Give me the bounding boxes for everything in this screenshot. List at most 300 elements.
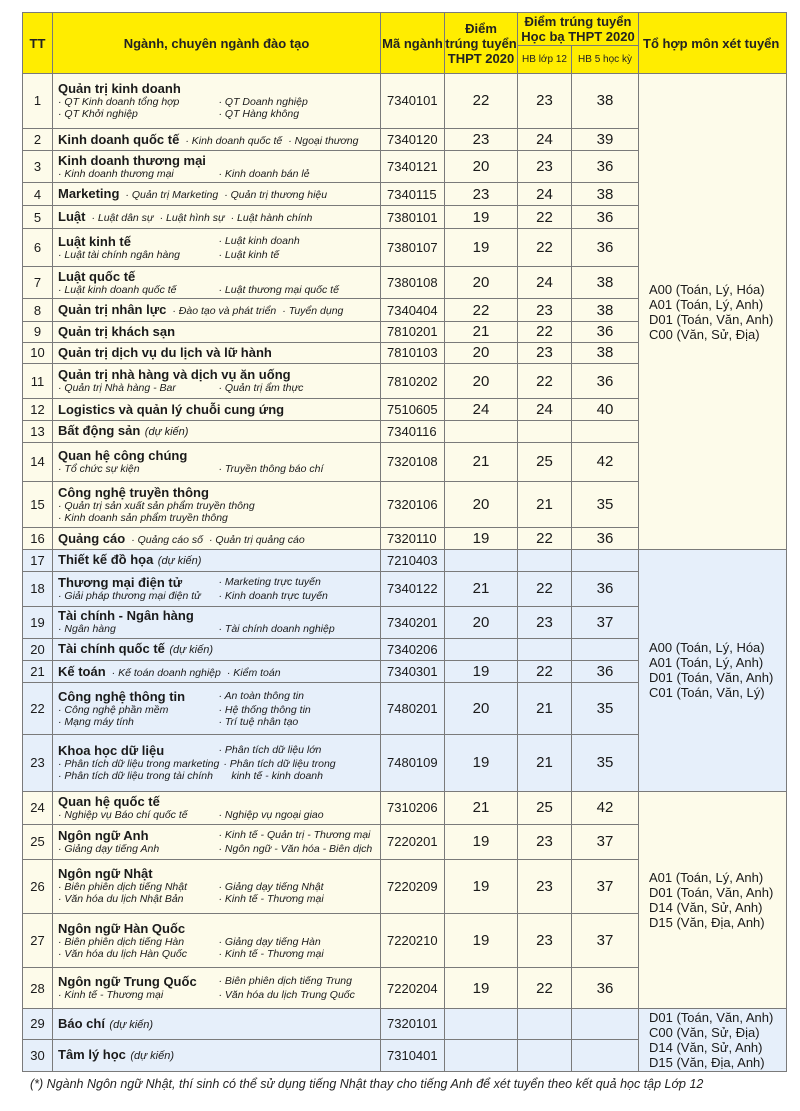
score-hb12: 23 (518, 151, 572, 183)
specialization-item: · Đào tạo và phát triển (172, 305, 276, 317)
major-note: (dự kiến) (109, 1018, 154, 1031)
major-name-line (58, 325, 375, 339)
major-name-line (58, 829, 215, 843)
specialization-item: · Kinh doanh sản phẩm truyền thông (58, 512, 375, 524)
major-name-line (58, 867, 375, 881)
major-name-line (58, 576, 215, 590)
major-name-line (58, 187, 375, 201)
specialization-item: · Tài chính doanh nghiệp (219, 623, 376, 635)
score-hb12: 23 (518, 342, 572, 364)
score-hb5: 36 (572, 206, 639, 229)
score-hb12: 23 (518, 824, 572, 859)
subject-combination: D14 (Văn, Sử, Anh) (649, 1039, 763, 1055)
row-number: 19 (23, 606, 53, 638)
major-code: 7340301 (381, 660, 445, 683)
major-name-line (58, 210, 375, 224)
specialization-item: · Nghiệp vụ Báo chí quốc tế (58, 809, 215, 821)
major-code: 7480109 (381, 735, 445, 792)
specialization-item: · Kiểm toán (227, 667, 281, 679)
score-hb5: 36 (572, 151, 639, 183)
row-number: 6 (23, 228, 53, 266)
header-hocba-line1: Điểm trúng tuyển (524, 14, 632, 29)
row-number: 27 (23, 913, 53, 968)
major-name: Marketing (58, 186, 120, 202)
score-thpt: 24 (445, 399, 518, 421)
score-hb12 (518, 1008, 572, 1039)
specialization-list (58, 704, 375, 728)
score-thpt: 20 (445, 606, 518, 638)
specialization-item: · Trí tuệ nhân tạo (219, 716, 376, 728)
score-thpt: 19 (445, 824, 518, 859)
major-name-line (58, 82, 375, 96)
major-header-grid (58, 235, 375, 249)
specialization-item: · Luật thương mại quốc tế (219, 284, 376, 296)
specialization-list (58, 809, 375, 821)
header-score-thpt-line1: Điểm (465, 20, 497, 36)
major-code: 7210403 (381, 550, 445, 572)
score-hb5: 39 (572, 128, 639, 151)
row-number: 29 (23, 1008, 53, 1039)
specialization-list (58, 96, 375, 120)
major-name: Luật quốc tế (58, 268, 136, 284)
row-number: 4 (23, 183, 53, 206)
specialization-item: · Ngân hàng (58, 623, 215, 635)
major-note: (dự kiến) (169, 644, 214, 657)
score-thpt: 19 (445, 913, 518, 968)
major-name: Tài chính - Ngân hàng (58, 608, 194, 624)
score-thpt: 20 (445, 364, 518, 399)
row-number: 14 (23, 442, 53, 481)
row-number: 8 (23, 299, 53, 322)
score-hb5: 40 (572, 399, 639, 421)
score-hb5: 36 (572, 228, 639, 266)
major-name-line (58, 640, 375, 658)
score-hb5: 38 (572, 299, 639, 322)
row-number: 10 (23, 342, 53, 364)
major-header-grid (58, 744, 375, 758)
major-name-line (58, 486, 375, 500)
score-thpt: 19 (445, 860, 518, 914)
specialization-list (58, 881, 375, 905)
major-cell (53, 571, 381, 606)
score-hb5: 36 (572, 528, 639, 550)
specialization-item: · Quản trị sản xuất sản phẩm truyền thông (58, 500, 375, 512)
score-hb5: 37 (572, 860, 639, 914)
major-cell (53, 860, 381, 914)
major-code: 7340121 (381, 151, 445, 183)
specialization-item: · Quản trị Marketing (125, 189, 218, 201)
specialization-list (58, 284, 375, 296)
subject-combination: C01 (Toán, Văn, Lý) (649, 685, 765, 701)
subject-combination: C00 (Văn, Sử, Địa) (649, 1024, 760, 1040)
major-name: Tài chính quốc tế (58, 641, 165, 657)
major-cell (53, 183, 381, 206)
major-name-line (58, 922, 375, 936)
major-name-line (58, 422, 375, 440)
major-cell (53, 1039, 381, 1071)
major-name: Quảng cáo (58, 530, 126, 546)
subject-combination: D01 (Toán, Văn, Anh) (649, 884, 774, 900)
specialization-item: · Giảng dạy tiếng Hàn (219, 936, 376, 948)
specialization-item: · Phân tích dữ liệu lớn (219, 744, 376, 758)
major-cell (53, 968, 381, 1008)
score-thpt (445, 1008, 518, 1039)
specialization-list (58, 500, 375, 524)
score-hb12: 25 (518, 791, 572, 824)
score-thpt: 20 (445, 151, 518, 183)
subject-combination: D15 (Văn, Địa, Anh) (649, 1054, 765, 1070)
score-thpt: 19 (445, 735, 518, 792)
row-number: 11 (23, 364, 53, 399)
score-hb12: 23 (518, 606, 572, 638)
subject-combination: D01 (Toán, Văn, Anh) (649, 1009, 774, 1025)
subject-combination: A00 (Toán, Lý, Hóa) (649, 640, 765, 656)
subject-combination: A00 (Toán, Lý, Hóa) (649, 281, 765, 297)
specialization-item: · Giải pháp thương mại điện tử (58, 590, 215, 602)
major-cell (53, 528, 381, 550)
major-cell (53, 151, 381, 183)
header-score-thpt-line2: trúng tuyển (445, 35, 517, 51)
major-code: 7340201 (381, 606, 445, 638)
specialization-item: · Luật hình sự (160, 212, 225, 224)
major-name: Thương mại điện tử (58, 574, 183, 590)
specialization-item: · Văn hóa du lịch Nhật Bản (58, 893, 215, 905)
score-hb5: 36 (572, 364, 639, 399)
major-code: 7320108 (381, 442, 445, 481)
major-note: (dự kiến) (157, 555, 202, 568)
specialization-item: · Quản trị ẩm thực (219, 382, 376, 394)
major-name-line (58, 532, 375, 546)
major-code: 7380101 (381, 206, 445, 229)
score-thpt: 19 (445, 528, 518, 550)
score-hb12: 21 (518, 481, 572, 527)
specialization-item: · An toàn thông tin (219, 690, 376, 704)
score-thpt (445, 550, 518, 572)
score-hb12: 22 (518, 321, 572, 342)
specialization-item: · Phân tích dữ liệu trong tài chính (58, 770, 219, 782)
major-code: 7810103 (381, 342, 445, 364)
specialization-item: · Hệ thống thông tin (219, 704, 376, 716)
row-number: 24 (23, 791, 53, 824)
subject-combination-cell (639, 550, 787, 792)
score-hb5 (572, 1039, 639, 1071)
major-cell (53, 481, 381, 527)
specialization-item: · Luật hành chính (231, 212, 313, 224)
major-cell (53, 442, 381, 481)
specialization-item: · Kinh doanh bán lẻ (219, 168, 376, 180)
specialization-item: · Quản trị thương hiệu (224, 189, 327, 201)
row-number: 25 (23, 824, 53, 859)
major-name: Quản trị kinh doanh (58, 80, 181, 96)
score-hb5: 38 (572, 342, 639, 364)
major-name-line (58, 1046, 375, 1064)
major-cell (53, 206, 381, 229)
score-hb12 (518, 421, 572, 443)
major-name-line (58, 154, 375, 168)
header-tt: TT (23, 13, 53, 74)
major-cell (53, 683, 381, 735)
major-cell (53, 128, 381, 151)
major-cell (53, 606, 381, 638)
major-name: Báo chí (58, 1015, 105, 1031)
row-number: 28 (23, 968, 53, 1008)
major-cell (53, 824, 381, 859)
specialization-item: · Ngoại thương (288, 135, 358, 147)
specialization-item: · Nghiệp vụ ngoại giao (219, 809, 376, 821)
score-thpt: 19 (445, 968, 518, 1008)
row-number: 2 (23, 128, 53, 151)
table-row (23, 550, 787, 572)
major-code: 7340101 (381, 74, 445, 129)
header-hocba (518, 13, 639, 46)
major-note: (dự kiến) (130, 1050, 175, 1063)
score-hb12: 22 (518, 968, 572, 1008)
major-name: Bất động sản (58, 423, 141, 439)
row-number: 21 (23, 660, 53, 683)
major-code: 7310206 (381, 791, 445, 824)
major-cell (53, 735, 381, 792)
major-code: 7220210 (381, 913, 445, 968)
score-hb12: 24 (518, 128, 572, 151)
specialization-item: · Luật dân sự (91, 212, 153, 224)
major-name-line (58, 368, 375, 382)
major-cell (53, 321, 381, 342)
major-code: 7810202 (381, 364, 445, 399)
major-name: Ngôn ngữ Hàn Quốc (58, 920, 186, 936)
major-cell (53, 1008, 381, 1039)
score-hb12: 25 (518, 442, 572, 481)
score-hb5: 35 (572, 735, 639, 792)
major-name: Khoa học dữ liệu (58, 742, 165, 758)
header-major: Ngành, chuyên ngành đào tạo (53, 13, 381, 74)
major-code: 7480201 (381, 683, 445, 735)
score-hb12: 22 (518, 528, 572, 550)
score-hb12 (518, 638, 572, 660)
major-cell (53, 421, 381, 443)
specialization-item: kinh tế - kinh doanh (231, 769, 323, 782)
specialization-list (58, 590, 375, 602)
score-hb5: 36 (572, 321, 639, 342)
major-name: Tâm lý học (58, 1047, 126, 1063)
row-number: 15 (23, 481, 53, 527)
score-hb5: 35 (572, 481, 639, 527)
score-hb5: 42 (572, 791, 639, 824)
score-thpt: 20 (445, 481, 518, 527)
major-name-line (58, 690, 215, 704)
row-number: 22 (23, 683, 53, 735)
specialization-item: · Phân tích dữ liệu trong (223, 758, 375, 770)
major-cell (53, 913, 381, 968)
major-cell (53, 638, 381, 660)
major-name: Ngôn ngữ Trung Quốc (58, 974, 197, 990)
major-cell (53, 342, 381, 364)
score-hb12: 22 (518, 228, 572, 266)
major-name-line (58, 449, 375, 463)
row-number: 13 (23, 421, 53, 443)
header-hb12: HB lớp 12 (518, 46, 572, 74)
major-name: Quản trị khách sạn (58, 323, 176, 339)
subject-combination-cell (639, 74, 787, 550)
score-hb5: 38 (572, 74, 639, 129)
score-thpt: 20 (445, 267, 518, 299)
major-name-line (58, 403, 375, 417)
subject-combination: C00 (Văn, Sử, Địa) (649, 326, 760, 342)
score-hb12: 23 (518, 860, 572, 914)
major-header-grid (58, 576, 375, 590)
specialization-item: · Kinh tế - Thương mại (219, 893, 376, 905)
major-name: Ngôn ngữ Anh (58, 827, 149, 843)
major-code: 7320101 (381, 1008, 445, 1039)
score-hb12: 22 (518, 206, 572, 229)
subject-combination: A01 (Toán, Lý, Anh) (649, 655, 764, 671)
specialization-item: · Kế toán doanh nghiệp (112, 667, 221, 679)
table-row (23, 1008, 787, 1039)
specialization-item: · Luật kinh doanh quốc tế (58, 284, 215, 296)
subject-combination: D01 (Toán, Văn, Anh) (649, 311, 774, 327)
score-thpt: 21 (445, 791, 518, 824)
specialization-list (58, 936, 375, 960)
row-number: 23 (23, 735, 53, 792)
score-thpt: 20 (445, 683, 518, 735)
admission-score-table (22, 12, 787, 1072)
major-name-line (58, 270, 375, 284)
major-code: 7220201 (381, 824, 445, 859)
major-code: 7220209 (381, 860, 445, 914)
major-name-line (58, 975, 215, 989)
major-name-line (58, 795, 375, 809)
table-row (23, 791, 787, 824)
specialization-item: · Kinh tế - Quản trị - Thương mại (219, 829, 376, 843)
major-header-grid (58, 975, 375, 989)
score-thpt: 20 (445, 342, 518, 364)
major-code: 7340120 (381, 128, 445, 151)
major-name-line (58, 346, 375, 360)
specialization-list (58, 463, 375, 475)
specialization-list (58, 758, 375, 782)
score-hb12: 22 (518, 364, 572, 399)
specialization-list (58, 623, 375, 635)
major-name-line (58, 303, 375, 317)
major-name: Thiết kế đồ họa (58, 552, 154, 568)
score-thpt: 19 (445, 660, 518, 683)
major-note: (dự kiến) (144, 426, 189, 439)
major-cell (53, 364, 381, 399)
major-code: 7340115 (381, 183, 445, 206)
specialization-list (58, 382, 375, 394)
header-code: Mã ngành (381, 13, 445, 74)
major-name: Luật kinh tế (58, 233, 131, 249)
score-thpt: 23 (445, 128, 518, 151)
score-thpt (445, 638, 518, 660)
major-cell (53, 791, 381, 824)
score-hb12: 22 (518, 571, 572, 606)
specialization-item: · Kinh tế - Thương mại (58, 989, 215, 1001)
score-hb12: 21 (518, 735, 572, 792)
major-name-line (58, 133, 375, 147)
score-hb5: 36 (572, 571, 639, 606)
major-cell (53, 228, 381, 266)
subject-combination: A01 (Toán, Lý, Anh) (649, 869, 764, 885)
row-number: 20 (23, 638, 53, 660)
score-thpt: 22 (445, 74, 518, 129)
major-name: Công nghệ truyền thông (58, 484, 209, 500)
major-name: Quan hệ quốc tế (58, 793, 160, 809)
major-code: 7340404 (381, 299, 445, 322)
specialization-item: · Mạng máy tính (58, 716, 215, 728)
score-hb5: 42 (572, 442, 639, 481)
specialization-item: · Kinh doanh thương mại (58, 168, 215, 180)
specialization-list (58, 843, 375, 855)
specialization-item: · QT Doanh nghiệp (219, 96, 376, 108)
specialization-item: · Phân tích dữ liệu trong marketing (58, 758, 219, 770)
score-hb5: 36 (572, 968, 639, 1008)
major-code: 7220204 (381, 968, 445, 1008)
score-thpt (445, 421, 518, 443)
row-number: 12 (23, 399, 53, 421)
specialization-item: · Ngôn ngữ - Văn hóa - Biên dịch (219, 843, 376, 855)
specialization-item: · Biên phiên dịch tiếng Trung (219, 975, 376, 989)
major-code: 7320106 (381, 481, 445, 527)
specialization-item: · Luật kinh doanh (219, 235, 376, 249)
specialization-item: · Luật tài chính ngân hàng (58, 249, 215, 261)
score-hb5: 37 (572, 913, 639, 968)
row-number: 5 (23, 206, 53, 229)
score-hb12 (518, 550, 572, 572)
specialization-item: · Biên phiên dịch tiếng Hàn (58, 936, 215, 948)
specialization-item: · Tổ chức sự kiện (58, 463, 215, 475)
major-cell (53, 399, 381, 421)
major-code: 7380107 (381, 228, 445, 266)
specialization-item: · Quảng cáo số (131, 534, 203, 546)
specialization-item: · Kinh doanh trực tuyến (219, 590, 376, 602)
score-hb5: 38 (572, 183, 639, 206)
row-number: 30 (23, 1039, 53, 1071)
score-hb12: 23 (518, 74, 572, 129)
major-cell (53, 74, 381, 129)
subject-combination-cell (639, 1008, 787, 1071)
major-code: 7340122 (381, 571, 445, 606)
score-thpt: 21 (445, 321, 518, 342)
major-name-line (58, 744, 215, 758)
major-code: 7510605 (381, 399, 445, 421)
specialization-item: · Văn hóa du lịch Hàn Quốc (58, 948, 215, 960)
row-number: 26 (23, 860, 53, 914)
major-name: Quản trị dịch vụ du lịch và lữ hành (58, 344, 272, 360)
subject-combination: D15 (Văn, Địa, Anh) (649, 914, 765, 930)
subject-combination: D14 (Văn, Sử, Anh) (649, 899, 763, 915)
major-code: 7340116 (381, 421, 445, 443)
subject-combination: D01 (Toán, Văn, Anh) (649, 670, 774, 686)
table-row (23, 74, 787, 129)
major-name-line (58, 609, 375, 623)
specialization-item: · QT Khởi nghiệp (58, 108, 215, 120)
major-name-line (58, 1015, 375, 1033)
row-number: 16 (23, 528, 53, 550)
score-hb12: 23 (518, 913, 572, 968)
major-code: 7810201 (381, 321, 445, 342)
major-cell (53, 267, 381, 299)
score-hb5: 35 (572, 683, 639, 735)
score-thpt (445, 1039, 518, 1071)
header-hb5: HB 5 học kỳ (572, 46, 639, 74)
score-hb5: 38 (572, 267, 639, 299)
score-thpt: 19 (445, 228, 518, 266)
specialization-item: · Giảng dạy tiếng Nhật (219, 881, 376, 893)
score-hb12: 24 (518, 183, 572, 206)
row-number: 3 (23, 151, 53, 183)
major-header-grid (58, 690, 375, 704)
score-thpt: 23 (445, 183, 518, 206)
